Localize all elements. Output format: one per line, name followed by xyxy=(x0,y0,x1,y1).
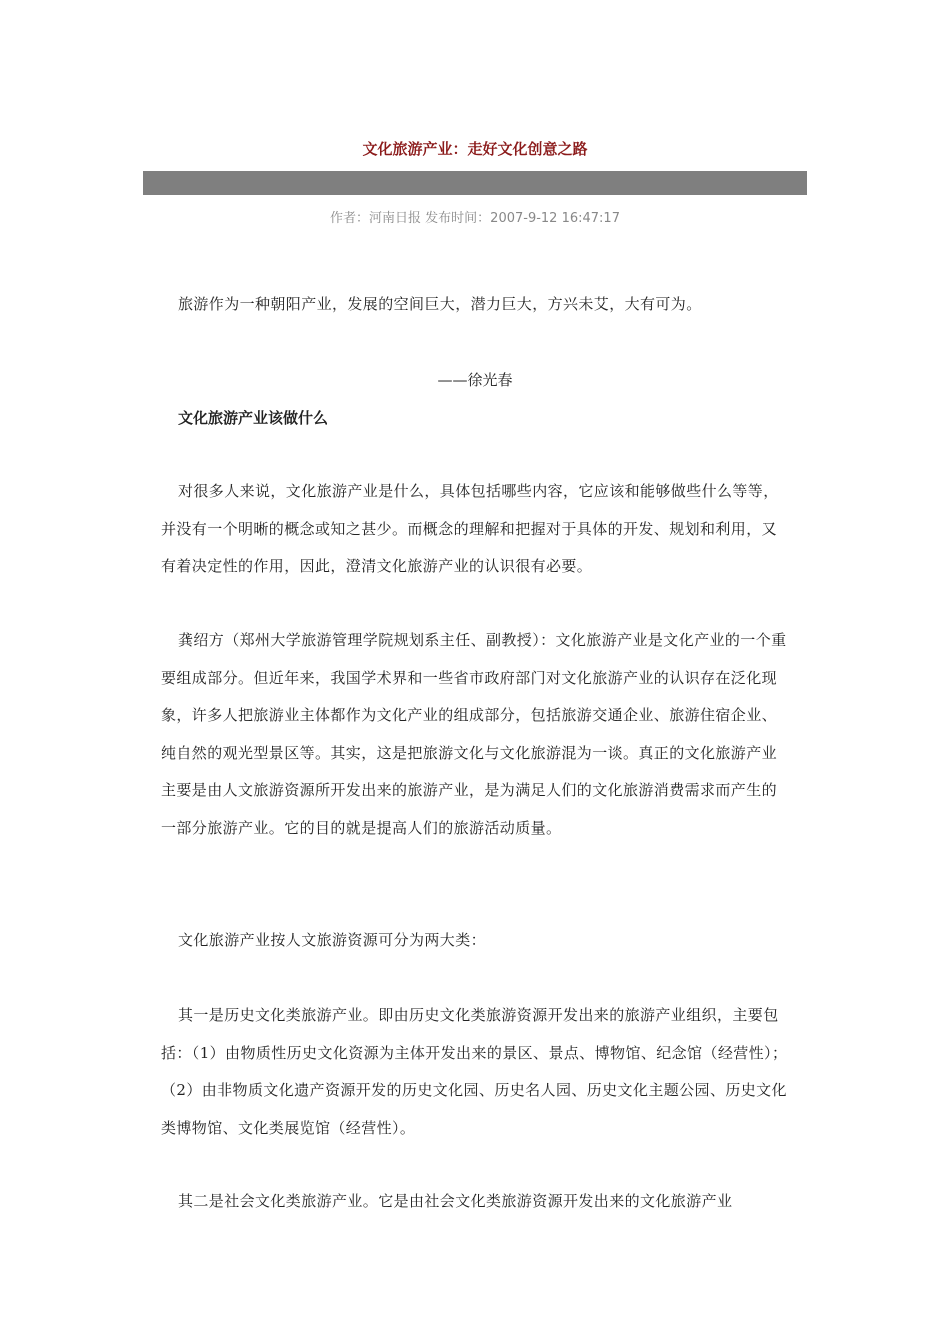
article-title: 文化旅游产业：走好文化创意之路 xyxy=(362,140,588,158)
section-heading: 文化旅游产业该做什么 xyxy=(178,409,329,427)
article-meta xyxy=(0,209,950,229)
title-divider-bar xyxy=(143,171,807,195)
epigraph-attribution: ——徐光春 xyxy=(437,371,513,389)
paragraph-2: 龚绍方（郑州大学旅游管理学院规划系主任、副教授）：文化旅游产业是文化产业的一个重要组成部分。但近年来，我国学术界和一些省市政府部门对文化旅游产业的认识存在泛化现象，许多人把旅游业主体都作为文化产业的组成部分，包括旅游交通企业、旅游住宿企业、纯自然的观光型景区等。其实，这是把旅游文化与文化旅游混为一谈。真正的文化旅游产业主要是由人文旅游资源所开发出来的旅游产业，是为满足人们的文化旅游消费需求而产生的一部分旅游产业。它的目的就是提高人们的旅游活动质量。 xyxy=(161,631,787,837)
paragraph-5: 其二是社会文化类旅游产业。它是由社会文化类旅游资源开发出来的文化旅游产业 xyxy=(178,1192,733,1210)
epigraph-text: 旅游作为一种朝阳产业，发展的空间巨大，潜力巨大，方兴未艾，大有可为。 xyxy=(178,295,702,313)
author-info: 作者：河南日报 发布时间： xyxy=(330,211,491,226)
publish-time: 2007-9-12 16:47:17 xyxy=(490,211,620,226)
paragraph-3: 文化旅游产业按人文旅游资源可分为两大类： xyxy=(178,931,487,949)
paragraph-1: 对很多人来说，文化旅游产业是什么，具体包括哪些内容，它应该和能够做些什么等等，并没有一个明晰的概念或知之甚少。而概念的理解和把握对于具体的开发、规划和利用，又有着决定性的作用，因此，澄清文化旅游产业的认识很有必要。 xyxy=(161,482,779,575)
paragraph-4: 其一是历史文化类旅游产业。即由历史文化类旅游资源开发出来的旅游产业组织，主要包括：（1）由物质性历史文化资源为主体开发出来的景区、景点、博物馆、纪念馆（经营性）；（2）由非物质文化遗产资源开发的历史文化园、历史名人园、历史文化主题公园、历史文化类博物馆、文化类展览馆（经营性）。 xyxy=(161,1006,788,1137)
